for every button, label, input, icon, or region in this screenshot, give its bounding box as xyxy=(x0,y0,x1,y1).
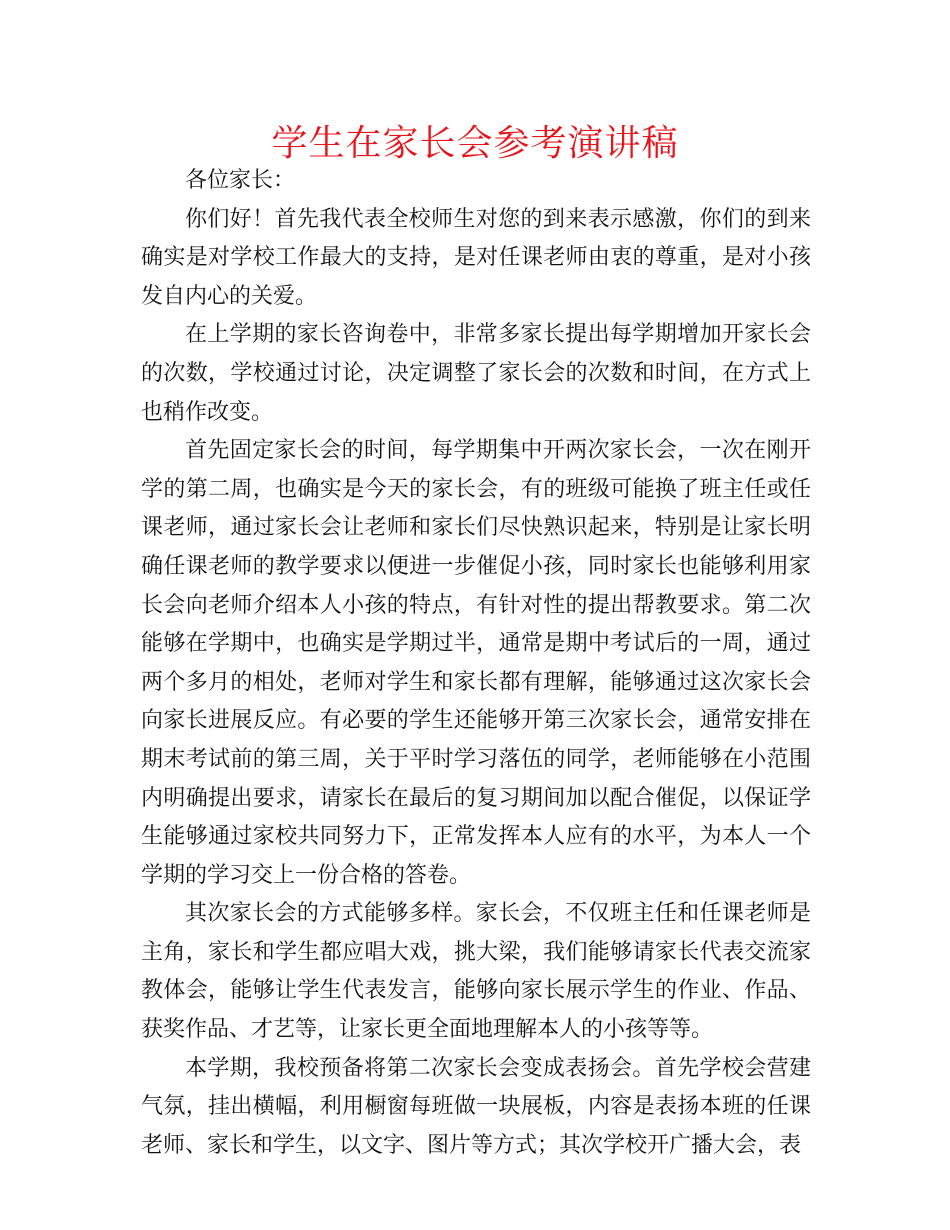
paragraph-commendation: 本学期，我校预备将第二次家长会变成表扬会。首先学校会营建气氛，挂出横幅，利用橱窗每班做一块展板，内容是表扬本班的任课老师、家长和学生，以文字、图片等方式；其次学校开广播大会，表 xyxy=(141,1055,811,1158)
document-title: 学生在家长会参考演讲稿 xyxy=(271,123,679,164)
salutation: 各位家长： xyxy=(185,168,296,193)
paragraph-format: 其次家长会的方式能够多样。家长会，不仅班主任和任课老师是主角，家长和学生都应唱大戏，挑大梁，我们能够请家长代表交流家教体会，能够让学生代表发言，能够向家长展示学生的作业、作品、获奖作品、才艺等，让家长更全面地理解本人的小孩等等。 xyxy=(141,901,811,1043)
document-body xyxy=(141,162,811,1165)
paragraph-schedule: 首先固定家长会的时间，每学期集中开两次家长会，一次在刚开学的第二周，也确实是今天的家长会，有的班级可能换了班主任或任课老师，通过家长会让老师和家长们尽快熟识起来，特别是让家长明确任课老师的教学要求以便进一步催促小孩，同时家长也能够利用家长会向老师介绍本人小孩的特点，有针对性的提出帮教要求。第二次能够在学期中，也确实是学期过半，通常是期中考试后的一周，通过两个多月的相处，老师对学生和家长都有理解，能够通过这次家长会向家长进展反应。有必要的学生还能够开第三次家长会，通常安排在期末考试前的第三周，关于平时学习落伍的同学，老师能够在小范围内明确提出要求，请家长在最后的复习期间加以配合催促，以保证学生能够通过家校共同努力下，正常发挥本人应有的水平，为本人一个学期的学习交上一份合格的答卷。 xyxy=(141,438,811,888)
paragraph-greeting: 你们好！首先我代表全校师生对您的到来表示感激，你们的到来确实是对学校工作最大的支持，是对任课老师由衷的尊重，是对小孩发自内心的关爱。 xyxy=(141,206,811,309)
paragraph-survey: 在上学期的家长咨询卷中，非常多家长提出每学期增加开家长会的次数，学校通过讨论，决定调整了家长会的次数和时间，在方式上也稍作改变。 xyxy=(141,322,811,425)
